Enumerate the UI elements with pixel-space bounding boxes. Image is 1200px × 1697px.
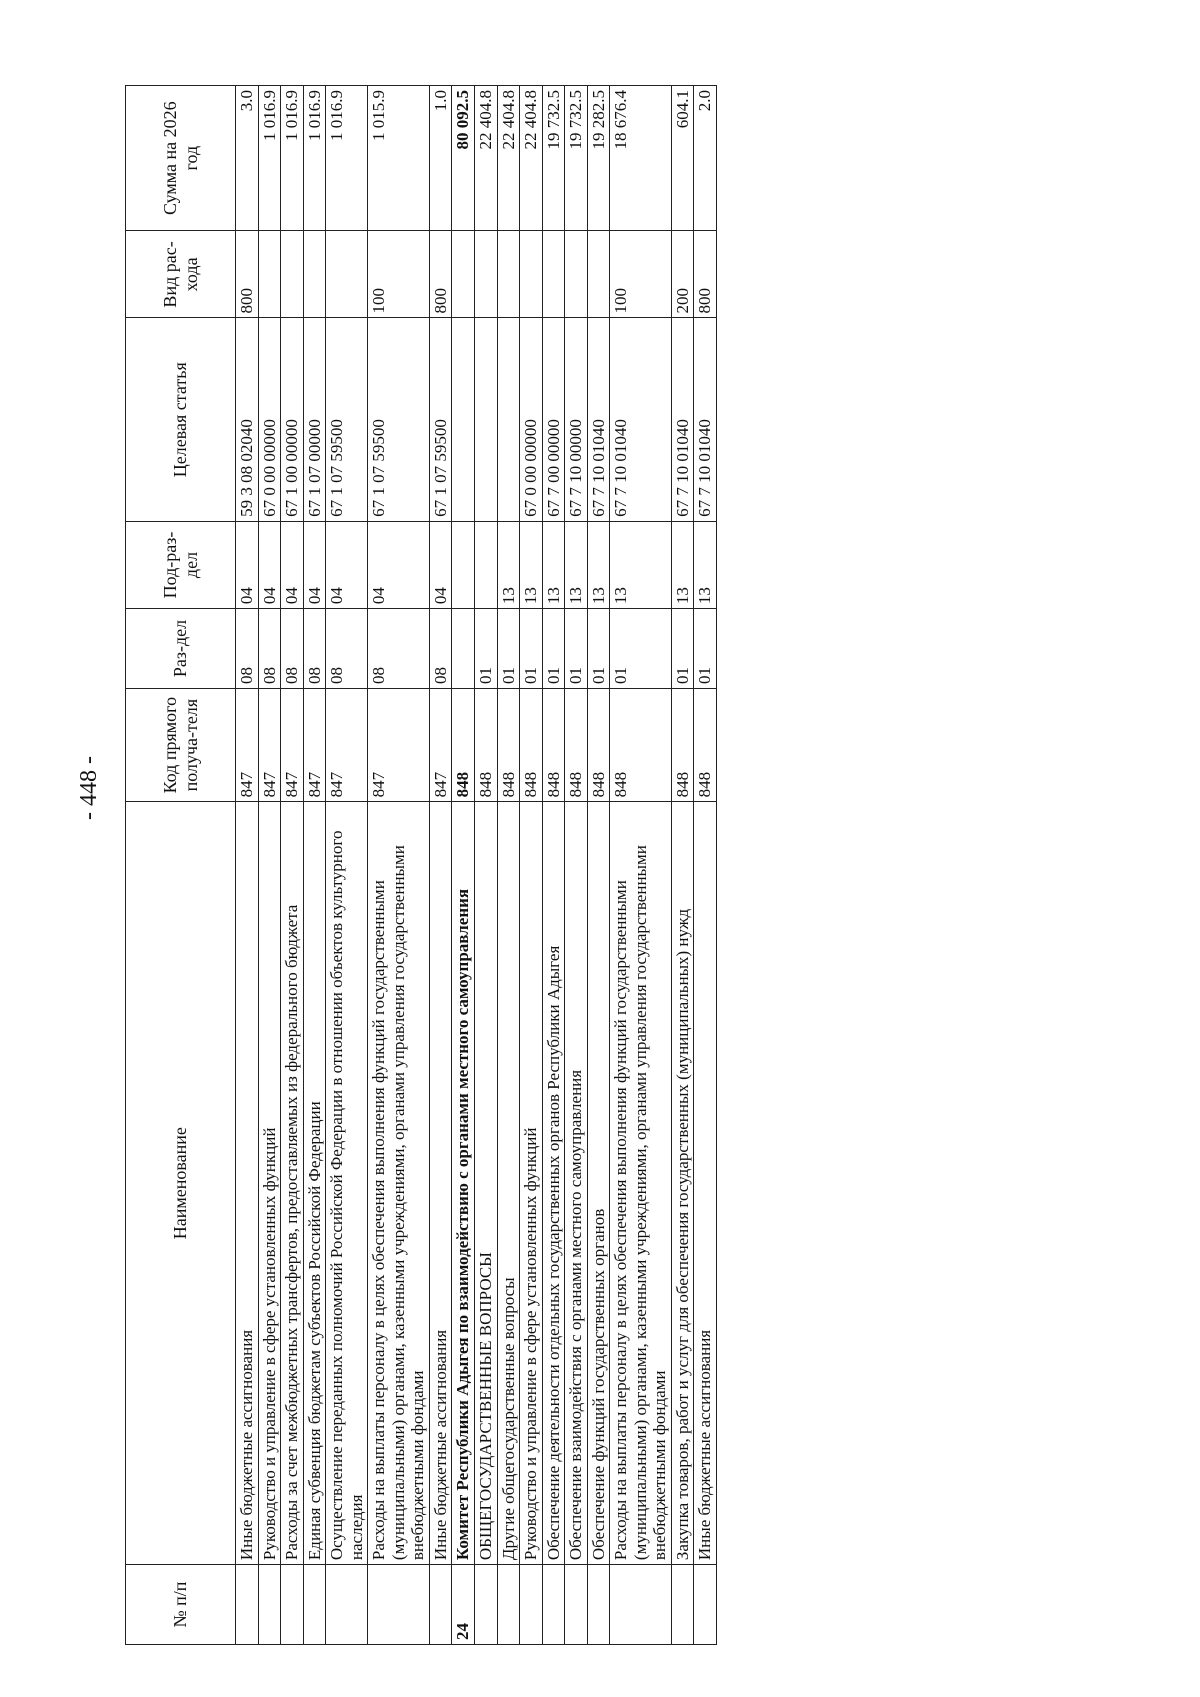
cell-podrazdel: 04: [236, 521, 259, 608]
cell-target: [497, 318, 520, 521]
table-row: [368, 86, 430, 1645]
cell-no: [258, 1565, 281, 1645]
cell-vid: [520, 231, 543, 318]
cell-code: 848: [565, 688, 588, 801]
cell-code: 848: [520, 688, 543, 801]
cell-vid: 100: [610, 231, 672, 318]
cell-podrazdel: 13: [694, 521, 717, 608]
cell-name: Единая субвенция бюджетам субъектов Российской Федерации: [303, 802, 326, 1565]
cell-target: 67 1 07 59500: [326, 318, 368, 521]
cell-code: 848: [452, 688, 475, 801]
cell-vid: [497, 231, 520, 318]
cell-vid: [326, 231, 368, 318]
cell-target: 67 1 07 59500: [368, 318, 430, 521]
cell-razdel: 01: [497, 609, 520, 689]
cell-name: Руководство и управление в сфере установленных функций: [258, 802, 281, 1565]
cell-name: Обеспечение взаимодействия с органами местного самоуправления: [565, 802, 588, 1565]
cell-no: [497, 1565, 520, 1645]
table-row: [475, 86, 498, 1645]
cell-podrazdel: 04: [429, 521, 452, 608]
cell-sum: 22 404.8: [520, 86, 543, 231]
cell-target: 67 1 07 59500: [429, 318, 452, 521]
table-row: [542, 86, 565, 1645]
cell-razdel: 08: [368, 609, 430, 689]
cell-vid: 800: [694, 231, 717, 318]
cell-code: 848: [475, 688, 498, 801]
cell-target: 67 1 00 00000: [281, 318, 304, 521]
cell-razdel: 08: [429, 609, 452, 689]
cell-name: Расходы за счет межбюджетных трансфертов, предоставляемых из федерального бюджета: [281, 802, 304, 1565]
cell-razdel: 01: [565, 609, 588, 689]
cell-vid: [475, 231, 498, 318]
cell-name: Руководство и управление в сфере установленных функций: [520, 802, 543, 1565]
cell-sum: 1 015.9: [368, 86, 430, 231]
cell-vid: [258, 231, 281, 318]
header-no: № п/п: [126, 1565, 236, 1645]
cell-podrazdel: 13: [497, 521, 520, 608]
table-row: [671, 86, 694, 1645]
cell-no: [368, 1565, 430, 1645]
cell-sum: 80 092.5: [452, 86, 475, 231]
cell-code: 847: [368, 688, 430, 801]
table-row: [303, 86, 326, 1645]
budget-table: [125, 85, 717, 1645]
cell-code: 847: [326, 688, 368, 801]
cell-sum: 19 732.5: [542, 86, 565, 231]
header-name: Наименование: [126, 802, 236, 1565]
cell-vid: 200: [671, 231, 694, 318]
cell-name: Другие общегосударственные вопросы: [497, 802, 520, 1565]
table-row: [610, 86, 672, 1645]
cell-no: [281, 1565, 304, 1645]
cell-razdel: 08: [258, 609, 281, 689]
table-row: [429, 86, 452, 1645]
cell-name: Иные бюджетные ассигнования: [694, 802, 717, 1565]
cell-code: 847: [236, 688, 259, 801]
cell-no: [429, 1565, 452, 1645]
cell-code: 848: [610, 688, 672, 801]
cell-vid: [542, 231, 565, 318]
cell-code: 847: [258, 688, 281, 801]
cell-sum: 1 016.9: [326, 86, 368, 231]
budget-table-wrapper: [125, 85, 1075, 1645]
cell-razdel: 01: [671, 609, 694, 689]
cell-target: 67 7 10 01040: [610, 318, 672, 521]
cell-podrazdel: 04: [281, 521, 304, 608]
cell-target: [475, 318, 498, 521]
table-row: [236, 86, 259, 1645]
cell-sum: 22 404.8: [475, 86, 498, 231]
cell-target: 67 7 10 01040: [694, 318, 717, 521]
cell-sum: 1 016.9: [303, 86, 326, 231]
cell-no: [475, 1565, 498, 1645]
cell-name: Расходы на выплаты персоналу в целях обеспечения выполнения функций государственными (муниципальными) органами, казенными учреждениями, органами управления государственными внебюджетными фондами: [368, 802, 430, 1565]
cell-razdel: 01: [475, 609, 498, 689]
table-row: [452, 86, 475, 1645]
cell-no: [326, 1565, 368, 1645]
cell-name: Обеспечение функций государственных органов: [587, 802, 610, 1565]
cell-name: Расходы на выплаты персоналу в целях обеспечения выполнения функций государственными (муниципальными) органами, казенными учреждениями, органами управления государственными внебюджетными фондами: [610, 802, 672, 1565]
cell-podrazdel: 04: [258, 521, 281, 608]
cell-name: Обеспечение деятельности отдельных государственных органов Республики Адыгея: [542, 802, 565, 1565]
cell-razdel: 08: [303, 609, 326, 689]
cell-podrazdel: 04: [368, 521, 430, 608]
cell-razdel: 01: [587, 609, 610, 689]
cell-sum: 1.0: [429, 86, 452, 231]
cell-no: [520, 1565, 543, 1645]
cell-podrazdel: 13: [565, 521, 588, 608]
cell-razdel: 01: [610, 609, 672, 689]
cell-vid: [452, 231, 475, 318]
cell-vid: [565, 231, 588, 318]
cell-podrazdel: 13: [520, 521, 543, 608]
cell-code: 847: [429, 688, 452, 801]
cell-name: Осуществление переданных полномочий Российской Федерации в отношении объектов культурного наследия: [326, 802, 368, 1565]
table-row: [565, 86, 588, 1645]
cell-code: 848: [542, 688, 565, 801]
table-row: [497, 86, 520, 1645]
cell-no: [236, 1565, 259, 1645]
cell-target: 67 7 00 00000: [542, 318, 565, 521]
cell-razdel: 08: [281, 609, 304, 689]
table-row: [258, 86, 281, 1645]
cell-no: [587, 1565, 610, 1645]
header-vid: Вид рас-хода: [126, 231, 236, 318]
cell-code: 848: [587, 688, 610, 801]
page-number: - 448 -: [76, 756, 102, 820]
cell-no: [671, 1565, 694, 1645]
cell-target: 67 7 10 00000: [565, 318, 588, 521]
cell-podrazdel: [452, 521, 475, 608]
cell-podrazdel: 13: [671, 521, 694, 608]
cell-no: [565, 1565, 588, 1645]
cell-code: 848: [671, 688, 694, 801]
cell-razdel: 01: [542, 609, 565, 689]
cell-podrazdel: 04: [303, 521, 326, 608]
cell-name: Закупка товаров, работ и услуг для обеспечения государственных (муниципальных) нужд: [671, 802, 694, 1565]
cell-razdel: [452, 609, 475, 689]
cell-sum: 2.0: [694, 86, 717, 231]
cell-sum: 19 282.5: [587, 86, 610, 231]
cell-vid: [303, 231, 326, 318]
cell-code: 847: [281, 688, 304, 801]
cell-target: [452, 318, 475, 521]
table-row: [520, 86, 543, 1645]
cell-podrazdel: 13: [542, 521, 565, 608]
cell-target: 67 0 00 00000: [258, 318, 281, 521]
cell-sum: 18 676.4: [610, 86, 672, 231]
cell-podrazdel: 13: [587, 521, 610, 608]
cell-code: 848: [694, 688, 717, 801]
header-target: Целевая статья: [126, 318, 236, 521]
header-code: Код прямого получа-теля: [126, 688, 236, 801]
cell-vid: 800: [429, 231, 452, 318]
cell-sum: 3.0: [236, 86, 259, 231]
cell-sum: 604.1: [671, 86, 694, 231]
cell-name: Иные бюджетные ассигнования: [236, 802, 259, 1565]
cell-no: [542, 1565, 565, 1645]
cell-razdel: 01: [694, 609, 717, 689]
table-row: [326, 86, 368, 1645]
table-header-row: [126, 86, 236, 1645]
cell-sum: 1 016.9: [281, 86, 304, 231]
cell-podrazdel: 13: [610, 521, 672, 608]
table-row: [281, 86, 304, 1645]
cell-target: 59 3 08 02040: [236, 318, 259, 521]
table-row: [694, 86, 717, 1645]
table-row: [587, 86, 610, 1645]
header-razdel: Раз-дел: [126, 609, 236, 689]
cell-code: 847: [303, 688, 326, 801]
cell-no: [694, 1565, 717, 1645]
cell-target: 67 7 10 01040: [671, 318, 694, 521]
cell-no: [610, 1565, 672, 1645]
cell-name: Иные бюджетные ассигнования: [429, 802, 452, 1565]
cell-razdel: 01: [520, 609, 543, 689]
cell-no: 24: [452, 1565, 475, 1645]
cell-code: 848: [497, 688, 520, 801]
cell-name: Комитет Республики Адыгея по взаимодействию с органами местного самоуправления: [452, 802, 475, 1565]
cell-razdel: 08: [236, 609, 259, 689]
cell-name: ОБЩЕГОСУДАРСТВЕННЫЕ ВОПРОСЫ: [475, 802, 498, 1565]
cell-razdel: 08: [326, 609, 368, 689]
cell-vid: 100: [368, 231, 430, 318]
header-podrazdel: Под-раз-дел: [126, 521, 236, 608]
cell-no: [303, 1565, 326, 1645]
cell-vid: 800: [236, 231, 259, 318]
cell-sum: 19 732.5: [565, 86, 588, 231]
header-sum: Сумма на 2026 год: [126, 86, 236, 231]
cell-target: 67 1 07 00000: [303, 318, 326, 521]
cell-vid: [281, 231, 304, 318]
cell-podrazdel: 04: [326, 521, 368, 608]
cell-podrazdel: [475, 521, 498, 608]
cell-sum: 1 016.9: [258, 86, 281, 231]
cell-vid: [587, 231, 610, 318]
cell-target: 67 0 00 00000: [520, 318, 543, 521]
cell-target: 67 7 10 01040: [587, 318, 610, 521]
cell-sum: 22 404.8: [497, 86, 520, 231]
